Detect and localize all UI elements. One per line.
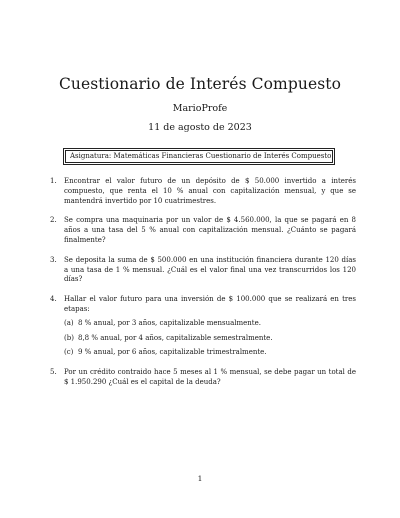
subject-label: Asignatura: Matemáticas Financieras Cuestionario de Interés Compuesto — [65, 150, 333, 163]
question-text: Hallar el valor futuro para una inversión de $ 100.000 que se realizará en tres etapas: — [64, 295, 356, 313]
page-number: 1 — [197, 474, 203, 483]
sub-item-list — [64, 319, 356, 358]
question-number: 4. — [50, 295, 57, 304]
sub-item-text: 8,8 % anual, por 4 años, capitalizable semestralmente. — [78, 333, 273, 342]
sub-item-a — [64, 319, 356, 329]
sub-item-label: (b) — [64, 333, 74, 342]
question-number: 5. — [50, 368, 57, 377]
question-1 — [50, 177, 356, 206]
question-text: Se deposita la suma de $ 500.000 en una institución financiera durante 120 días a una tasa de 1 % mensual. ¿Cuál es el valor final una vez transcurridos los 120 días? — [64, 255, 356, 284]
question-text: Encontrar el valor futuro de un depósito de $ 50.000 invertido a interés compuesto, que renta el 10 % anual con capitalización mensual, y que se mantendrá invertido por 10 cuatrimestres. — [64, 177, 356, 205]
sub-item-b — [64, 334, 356, 344]
sub-item-label: (a) — [64, 318, 74, 327]
document-date: 11 de agosto de 2023 — [148, 122, 252, 133]
document-title: Cuestionario de Interés Compuesto — [58, 75, 342, 93]
question-2 — [50, 216, 356, 245]
question-number: 2. — [50, 216, 57, 225]
question-4 — [50, 295, 356, 358]
subject-box — [63, 148, 335, 165]
sub-item-c — [64, 348, 356, 358]
question-list — [50, 177, 356, 398]
question-text: Por un crédito contraido hace 5 meses al 1 % mensual, se debe pagar un total de $ 1.950.290 ¿Cuál es el capital de la deuda? — [64, 368, 356, 386]
sub-item-text: 9 % anual, por 6 años, capitalizable trimestralmente. — [78, 348, 267, 357]
sub-item-text: 8 % anual, por 3 años, capitalizable mensualmente. — [78, 318, 261, 327]
document-author: MarioProfe — [172, 103, 228, 114]
question-text: Se compra una maquinaria por un valor de $ 4.560.000, la que se pagará en 8 años a una tasa del 5 % anual con capitalización mensual. ¿Cuánto se pagará finalmente? — [64, 216, 356, 244]
question-number: 1. — [50, 177, 57, 185]
sub-item-label: (c) — [64, 348, 74, 357]
question-3 — [50, 256, 356, 285]
question-number: 3. — [50, 255, 57, 264]
question-5 — [50, 368, 356, 388]
